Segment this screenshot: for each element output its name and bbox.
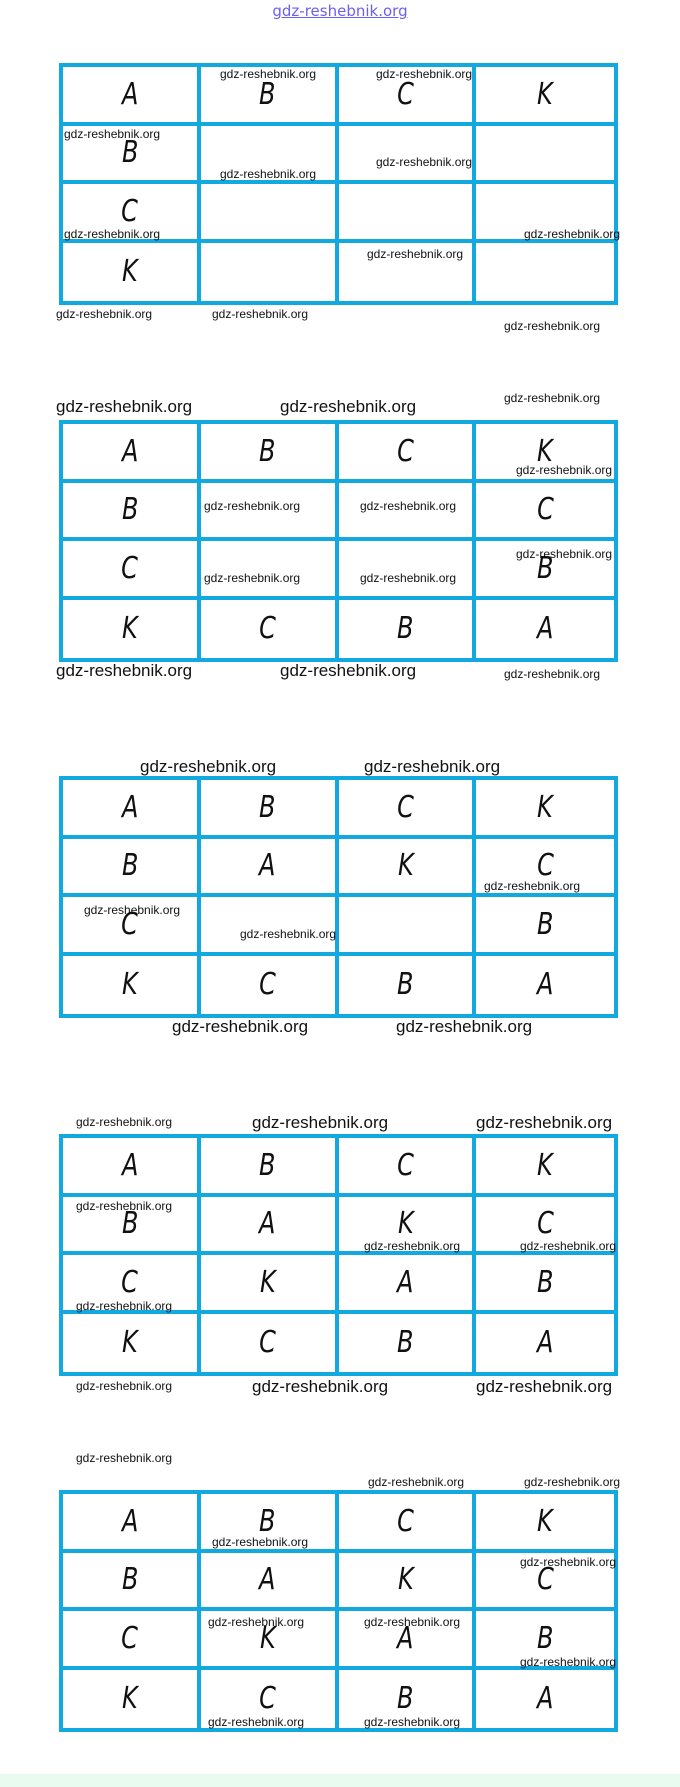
cell-letter: C — [536, 492, 554, 528]
table-cell — [476, 1138, 614, 1197]
table-cell — [339, 67, 477, 126]
cell-letter: B — [536, 1264, 554, 1300]
cell-letter: K — [259, 1264, 276, 1300]
table-cell — [63, 1670, 201, 1729]
table-cell — [63, 243, 201, 302]
footer-band — [0, 1774, 680, 1787]
watermark: gdz-reshebnik.org — [504, 319, 601, 333]
table-cell — [63, 1494, 201, 1553]
cell-letter: C — [396, 76, 414, 112]
table-cell — [201, 1197, 339, 1256]
cell-letter: K — [259, 1620, 276, 1656]
cell-letter: K — [397, 1206, 414, 1242]
cell-letter: A — [536, 1325, 554, 1361]
cell-letter: B — [259, 1147, 276, 1183]
table-cell — [63, 780, 201, 839]
cell-letter: A — [536, 1681, 554, 1717]
cell-letter: A — [259, 848, 276, 884]
cell-letter: B — [259, 789, 276, 825]
table-cell — [339, 126, 477, 185]
watermark: gdz-reshebnik.org — [76, 1199, 173, 1213]
cell-letter: B — [397, 1325, 414, 1361]
cell-letter: A — [121, 76, 139, 112]
table-cell — [476, 780, 614, 839]
watermark: gdz-reshebnik.org — [208, 1715, 305, 1729]
watermark: gdz-reshebnik.org — [524, 227, 621, 241]
watermark: gdz-reshebnik.org — [240, 927, 337, 941]
cell-letter: C — [121, 1620, 139, 1656]
cell-letter: A — [397, 1620, 414, 1656]
watermark: gdz-reshebnik.org — [172, 1017, 309, 1036]
table-cell — [201, 1670, 339, 1729]
table-cell — [476, 424, 614, 483]
cell-letter: C — [396, 1503, 414, 1539]
watermark: gdz-reshebnik.org — [204, 499, 301, 513]
cell-letter: K — [122, 1681, 138, 1717]
watermark: gdz-reshebnik.org — [360, 499, 457, 513]
cell-letter: C — [396, 433, 414, 469]
table-cell — [201, 67, 339, 126]
table-cell — [476, 600, 614, 659]
watermark: gdz-reshebnik.org — [364, 1715, 461, 1729]
cell-letter: K — [537, 789, 553, 825]
cell-letter: A — [259, 1206, 276, 1242]
watermark: gdz-reshebnik.org — [368, 1475, 465, 1489]
site-link[interactable]: gdz-reshebnik.org — [272, 2, 408, 20]
watermark: gdz-reshebnik.org — [64, 227, 161, 241]
table-cell — [476, 1553, 617, 1612]
watermark: gdz-reshebnik.org — [524, 1475, 621, 1489]
cell-letter: C — [121, 906, 139, 942]
table-cell — [201, 1314, 339, 1373]
cell-letter: A — [121, 789, 139, 825]
table-cell — [339, 541, 477, 600]
watermark: gdz-reshebnik.org — [204, 571, 301, 585]
table-cell — [339, 1197, 477, 1256]
table-cell — [63, 184, 201, 243]
cell-letter: B — [536, 550, 554, 586]
table-cell — [63, 600, 201, 659]
cell-letter: K — [122, 967, 138, 1003]
table-cell — [476, 956, 614, 1015]
cell-letter: C — [121, 550, 139, 586]
table-cell — [63, 67, 201, 126]
cell-letter: A — [536, 967, 554, 1003]
cell-letter: A — [259, 1562, 276, 1598]
table-cell — [201, 483, 339, 542]
cell-letter: B — [121, 1206, 139, 1242]
table-cell — [63, 541, 201, 600]
watermark: gdz-reshebnik.org — [76, 1451, 173, 1465]
watermark: gdz-reshebnik.org — [212, 1535, 309, 1549]
watermark: gdz-reshebnik.org — [212, 307, 309, 321]
table-cell — [339, 956, 477, 1015]
table-cell — [476, 1670, 614, 1729]
cell-letter: B — [121, 135, 139, 171]
table-cell — [201, 780, 339, 839]
table-cell — [476, 839, 614, 898]
watermark: gdz-reshebnik.org — [56, 661, 193, 680]
watermark: gdz-reshebnik.org — [520, 1555, 617, 1569]
table-cell — [476, 1255, 614, 1314]
table-cell — [63, 956, 201, 1015]
cell-letter: B — [259, 1503, 276, 1539]
cell-letter: C — [536, 848, 554, 884]
table-cell — [63, 1255, 201, 1314]
watermark: gdz-reshebnik.org — [484, 879, 581, 893]
table-cell — [339, 243, 477, 302]
watermark: gdz-reshebnik.org — [280, 661, 417, 680]
watermark: gdz-reshebnik.org — [76, 1115, 173, 1129]
table-cell — [201, 243, 339, 302]
watermark: gdz-reshebnik.org — [520, 1655, 617, 1669]
table-cell — [63, 1197, 201, 1256]
cell-letter: C — [259, 611, 276, 647]
table-cell — [339, 1670, 477, 1729]
watermark: gdz-reshebnik.org — [140, 757, 277, 776]
cell-letter: A — [121, 433, 139, 469]
cell-letter: K — [397, 1562, 414, 1598]
table-cell — [201, 541, 339, 600]
table-cell — [339, 1553, 477, 1612]
table-cell — [201, 1553, 339, 1612]
watermark: gdz-reshebnik.org — [504, 667, 601, 681]
table-cell — [476, 184, 614, 243]
cell-letter: B — [536, 1620, 554, 1656]
cell-letter: B — [397, 1681, 414, 1717]
watermark: gdz-reshebnik.org — [252, 1113, 389, 1132]
table-4 — [59, 1134, 618, 1376]
watermark: gdz-reshebnik.org — [64, 127, 161, 141]
watermark: gdz-reshebnik.org — [376, 155, 473, 169]
watermark: gdz-reshebnik.org — [504, 391, 601, 405]
watermark: gdz-reshebnik.org — [76, 1379, 173, 1393]
cell-letter: B — [397, 611, 414, 647]
table-cell — [339, 1494, 477, 1553]
table-cell — [476, 1197, 617, 1256]
cell-letter: C — [536, 1206, 554, 1242]
cell-letter: K — [537, 76, 553, 112]
watermark: gdz-reshebnik.org — [516, 463, 613, 477]
watermark: gdz-reshebnik.org — [376, 67, 473, 81]
watermark: gdz-reshebnik.org — [76, 1299, 173, 1313]
table-cell — [339, 839, 477, 898]
table-5 — [59, 1490, 618, 1732]
cell-letter: K — [397, 848, 414, 884]
cell-letter: C — [396, 789, 414, 825]
table-cell — [63, 1138, 201, 1197]
watermark: gdz-reshebnik.org — [367, 247, 464, 261]
cell-letter: B — [121, 492, 139, 528]
table-cell — [201, 1494, 339, 1553]
cell-letter: K — [537, 433, 553, 469]
cell-letter: B — [259, 433, 276, 469]
cell-letter: K — [122, 611, 138, 647]
cell-letter: C — [259, 1681, 276, 1717]
table-cell — [339, 1138, 477, 1197]
cell-letter: K — [537, 1503, 553, 1539]
cell-letter: A — [121, 1503, 139, 1539]
cell-letter: B — [121, 1562, 139, 1598]
watermark: gdz-reshebnik.org — [476, 1377, 613, 1396]
watermark: gdz-reshebnik.org — [520, 1239, 617, 1253]
watermark: gdz-reshebnik.org — [208, 1615, 305, 1629]
cell-letter: B — [259, 76, 276, 112]
table-cell — [201, 424, 339, 483]
cell-letter: K — [122, 254, 138, 290]
watermark: gdz-reshebnik.org — [364, 1239, 461, 1253]
table-cell — [339, 1314, 477, 1373]
watermark: gdz-reshebnik.org — [364, 1615, 461, 1629]
table-cell — [339, 184, 477, 243]
cell-letter: B — [121, 848, 139, 884]
table-cell — [339, 483, 477, 542]
table-cell — [63, 1553, 201, 1612]
table-1 — [59, 63, 621, 305]
table-cell — [476, 67, 614, 126]
cell-letter: C — [121, 193, 139, 229]
table-cell — [63, 1314, 201, 1373]
table-cell — [201, 897, 339, 956]
table-cell — [339, 600, 477, 659]
table-cell — [339, 1255, 477, 1314]
table-cell — [63, 839, 201, 898]
cell-letter: C — [121, 1264, 139, 1300]
table-cell — [201, 1611, 339, 1670]
table-cell — [476, 1494, 614, 1553]
table-cell — [201, 126, 339, 185]
cell-letter: C — [396, 1147, 414, 1183]
watermark: gdz-reshebnik.org — [516, 547, 613, 561]
watermark: gdz-reshebnik.org — [396, 1017, 533, 1036]
table-2 — [59, 420, 618, 662]
table-cell — [63, 424, 201, 483]
table-cell — [63, 1611, 201, 1670]
cell-letter: A — [536, 611, 554, 647]
cell-letter: C — [259, 967, 276, 1003]
watermark: gdz-reshebnik.org — [280, 397, 417, 416]
table-cell — [201, 600, 339, 659]
watermark: gdz-reshebnik.org — [252, 1377, 389, 1396]
table-cell — [339, 1611, 477, 1670]
watermark: gdz-reshebnik.org — [220, 167, 317, 181]
watermark: gdz-reshebnik.org — [56, 397, 193, 416]
table-cell — [201, 956, 339, 1015]
watermark: gdz-reshebnik.org — [364, 757, 501, 776]
table-cell — [476, 483, 614, 542]
watermark: gdz-reshebnik.org — [84, 903, 181, 917]
watermark: gdz-reshebnik.org — [476, 1113, 613, 1132]
watermark: gdz-reshebnik.org — [360, 571, 457, 585]
watermark: gdz-reshebnik.org — [56, 307, 153, 321]
table-cell — [476, 897, 614, 956]
table-cell — [476, 243, 614, 302]
cell-letter: B — [397, 967, 414, 1003]
table-cell — [339, 424, 477, 483]
table-cell — [476, 1314, 614, 1373]
table-cell — [201, 839, 339, 898]
cell-letter: C — [536, 1562, 554, 1598]
table-cell — [201, 184, 339, 243]
cell-letter: A — [121, 1147, 139, 1183]
cell-letter: A — [397, 1264, 414, 1300]
watermark: gdz-reshebnik.org — [220, 67, 317, 81]
table-cell — [201, 1255, 339, 1314]
table-cell — [476, 541, 614, 600]
table-cell — [63, 483, 201, 542]
table-cell — [63, 897, 201, 956]
table-cell — [339, 897, 477, 956]
table-cell — [201, 1138, 339, 1197]
cell-letter: C — [259, 1325, 276, 1361]
table-cell — [339, 780, 477, 839]
table-cell — [63, 126, 201, 185]
table-cell — [476, 126, 614, 185]
cell-letter: K — [122, 1325, 138, 1361]
cell-letter: B — [536, 906, 554, 942]
table-3 — [59, 776, 618, 1018]
cell-letter: K — [537, 1147, 553, 1183]
table-cell — [476, 1611, 617, 1670]
